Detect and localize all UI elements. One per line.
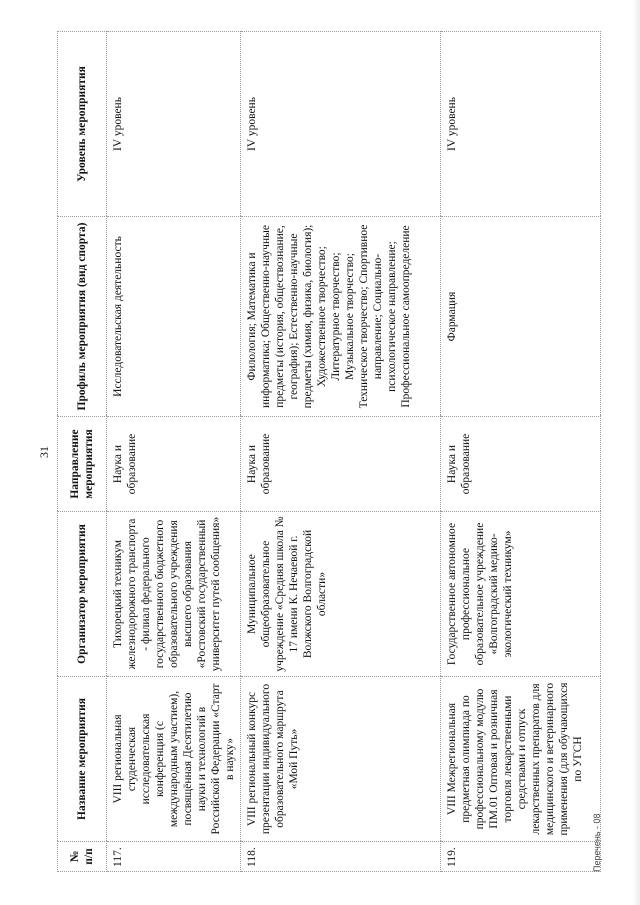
table-row: [107, 32, 241, 872]
row-profile: Филология; Математика и информатика; Общественно-научные предметы (история, обществознание, география); Естественно-научные предметы (химия, физика, биология); Художественное творчество; Литературное творчество; Музыкальное творчество; Техническое творчество; Спортивное направление; Социально-психологическое направление; Профессиональное самоопределение: [241, 217, 441, 417]
table-row: [441, 32, 601, 872]
rotated-table-page: [35, 22, 605, 882]
header-num: № п/п: [58, 842, 107, 872]
scan-edge-shadow: [632, 0, 640, 905]
row-organizer: Тихорецкий техникум железнодорожного транспорта - филиал федерального государственного бюджетного образовательного учреждения высшего образования «Ростовский государственный университет путей сообщения»: [107, 512, 241, 677]
row-profile: Фармация: [441, 217, 601, 417]
page-number: 31: [37, 446, 51, 458]
row-name: VIII региональная студенческая исследовательская конференция (с международным участием), посвящённая Десятилетию науки и технологий в Российской Федерации «Старт в науку»: [107, 677, 241, 842]
document-footer: Перечень - 08: [592, 813, 603, 872]
table-header-row: [58, 32, 107, 872]
header-organizer: Организатор мероприятия: [58, 512, 107, 677]
row-level: IV уровень: [441, 32, 601, 217]
row-name: VIII региональный конкурс презентации индивидуального образовательного маршрута «Мой Путь»: [241, 677, 441, 842]
row-organizer: Муниципальное общеобразовательное учреждение «Средняя школа № 17 имени К. Нечаевой г. Волжского Волгоградской области»: [241, 512, 441, 677]
row-profile: Исследовательская деятельность: [107, 217, 241, 417]
row-direction: Наука и образование: [441, 417, 601, 512]
row-level: IV уровень: [107, 32, 241, 217]
events-table: [57, 31, 601, 872]
table-row: [241, 32, 441, 872]
row-direction: Наука и образование: [241, 417, 441, 512]
row-organizer: Государственное автономное профессиональное образовательное учреждение «Волгоградский медико-экологический техникум»: [441, 512, 601, 677]
row-num: 117.: [107, 842, 241, 872]
row-num: 118.: [241, 842, 441, 872]
header-direction: Направление мероприятия: [58, 417, 107, 512]
header-level: Уровень мероприятия: [58, 32, 107, 217]
row-num: 119.: [441, 842, 601, 872]
header-name: Название мероприятия: [58, 677, 107, 842]
header-profile: Профиль мероприятия (вид спорта): [58, 217, 107, 417]
row-level: IV уровень: [241, 32, 441, 217]
row-direction: Наука и образование: [107, 417, 241, 512]
row-name: VIII Межрегиональная предметная олимпиада по профессиональному модулю ПМ.01 Оптовая и розничная торговля лекарственными средствами и отпуск лекарственных препаратов для медицинского и ветеринарного применения (для обучающихся по УГСН: [441, 677, 601, 842]
